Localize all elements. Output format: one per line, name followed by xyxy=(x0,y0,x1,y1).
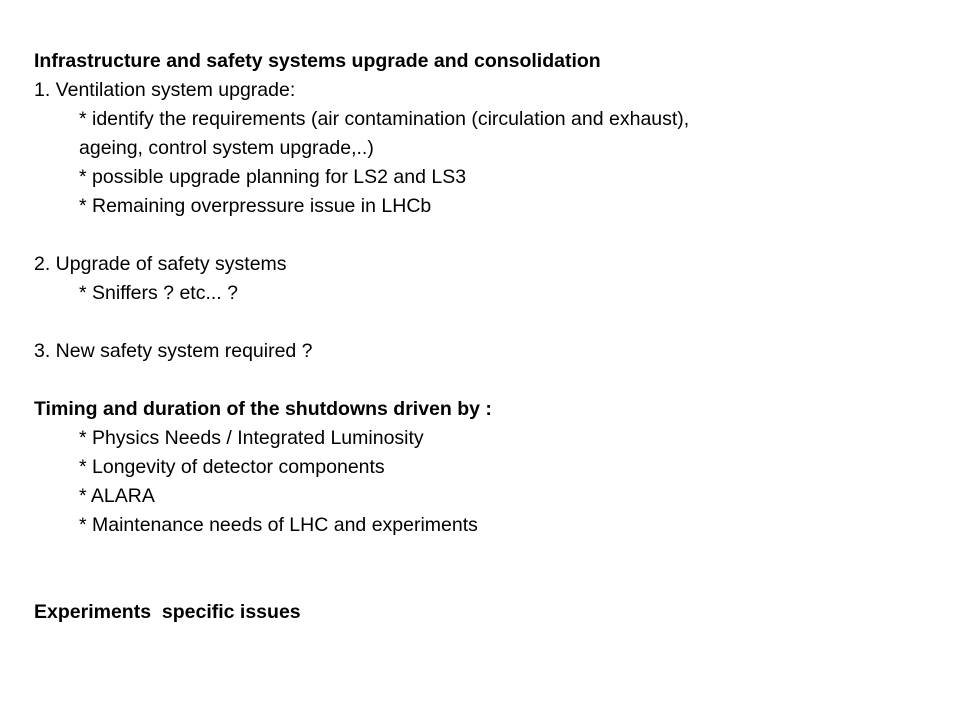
spacer xyxy=(34,308,934,337)
item-new-safety-system-title: 3. New safety system required ? xyxy=(34,340,313,362)
item-ventilation-title: 1. Ventilation system upgrade: xyxy=(34,79,296,101)
spacer xyxy=(34,366,934,395)
slide-content xyxy=(34,47,934,627)
ventilation-bullet-overpressure: * Remaining overpressure issue in LHCb xyxy=(79,195,432,217)
timing-bullet-physics: * Physics Needs / Integrated Luminosity xyxy=(79,427,424,449)
item-safety-systems-title: 2. Upgrade of safety systems xyxy=(34,253,287,275)
spacer xyxy=(34,569,934,598)
ventilation-bullet-requirements-continued: ageing, control system upgrade,..) xyxy=(79,137,374,159)
section-heading-timing: Timing and duration of the shutdowns driven by : xyxy=(34,398,492,420)
section-heading-experiments: Experiments specific issues xyxy=(34,601,301,623)
ventilation-bullet-requirements: * identify the requirements (air contamination (circulation and exhaust), xyxy=(79,108,690,130)
timing-bullet-alara: * ALARA xyxy=(79,485,155,507)
safety-bullet-sniffers: * Sniffers ? etc... ? xyxy=(79,282,238,304)
timing-bullet-longevity: * Longevity of detector components xyxy=(79,456,385,478)
spacer xyxy=(34,540,934,569)
spacer xyxy=(34,221,934,250)
ventilation-bullet-planning: * possible upgrade planning for LS2 and LS3 xyxy=(79,166,467,188)
timing-bullet-maintenance: * Maintenance needs of LHC and experiments xyxy=(79,514,478,536)
section-heading-infrastructure: Infrastructure and safety systems upgrade and consolidation xyxy=(34,50,601,72)
